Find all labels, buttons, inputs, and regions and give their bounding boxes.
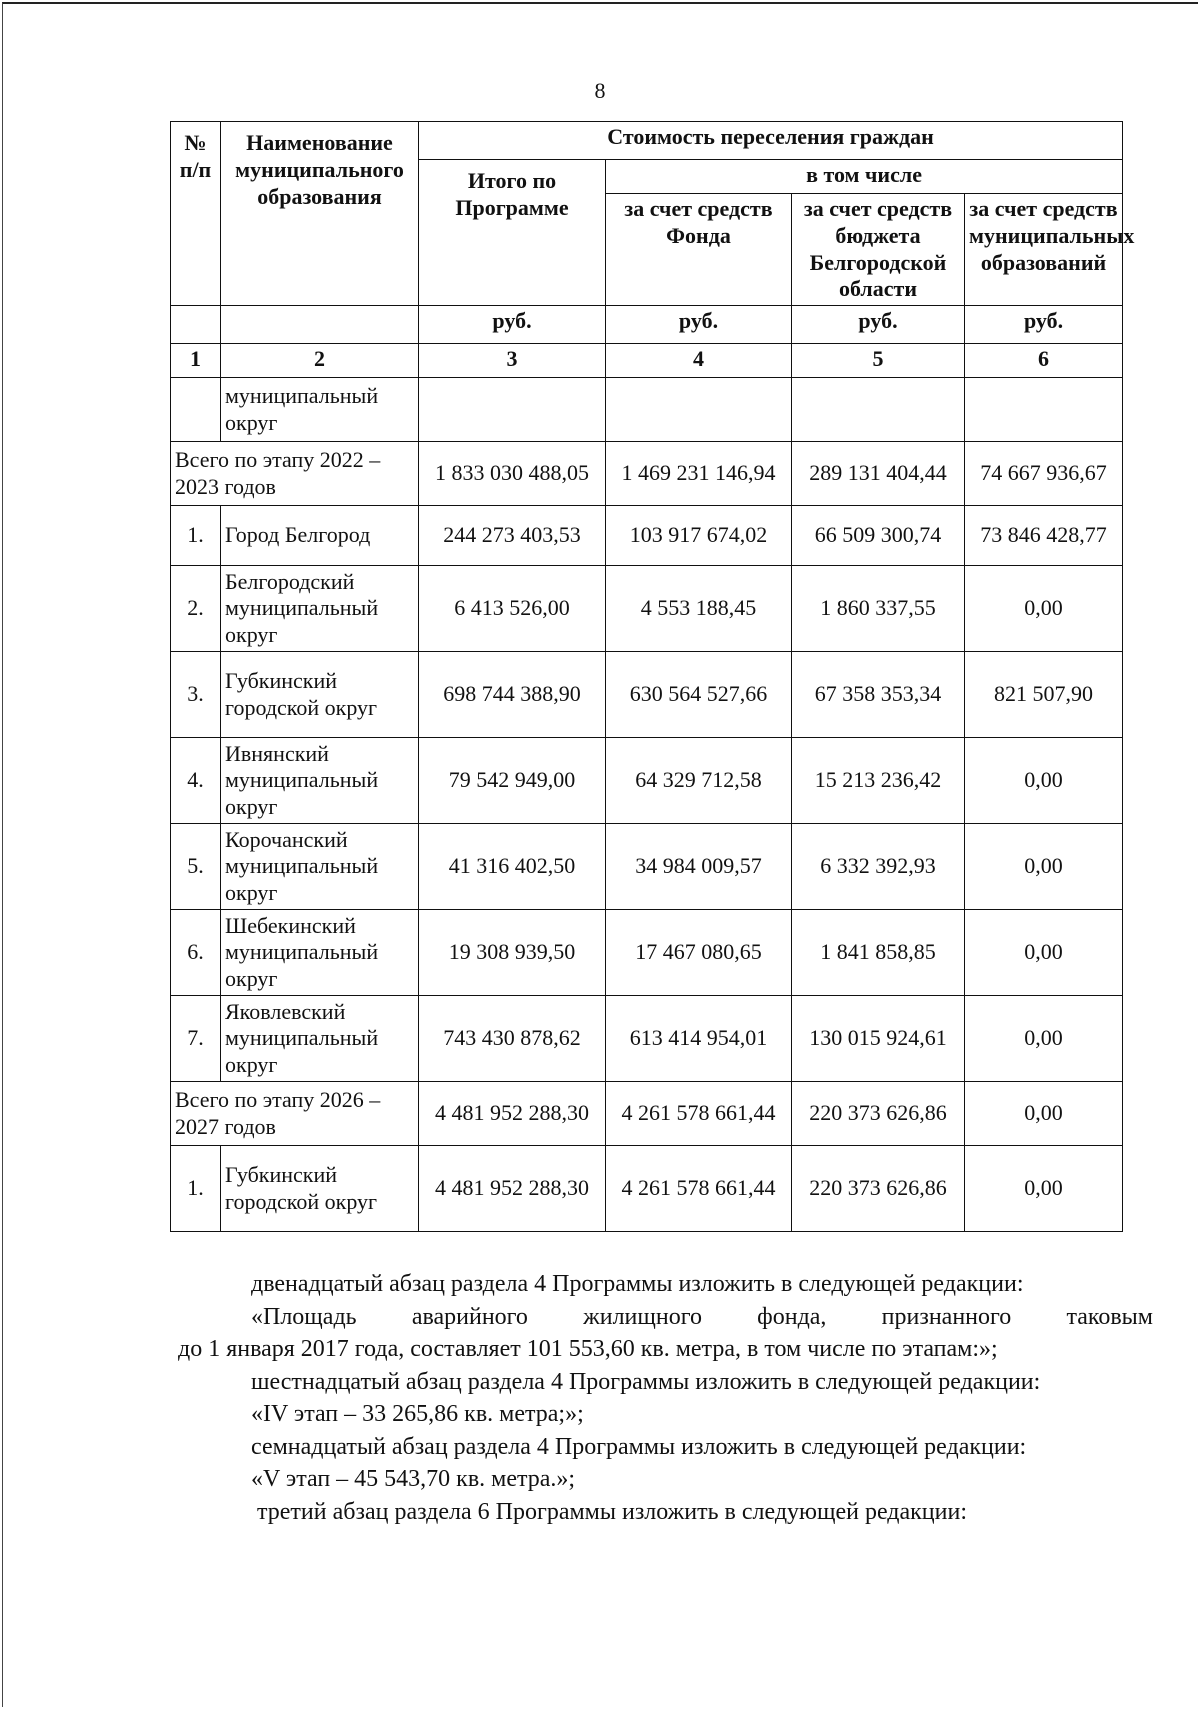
stage-total: 1 833 030 488,05 bbox=[419, 442, 606, 506]
municipality-name: Губкинский городской округ bbox=[221, 652, 419, 738]
row-number: 4. bbox=[171, 738, 221, 824]
municipality-name: Шебекинский муниципальный округ bbox=[221, 910, 419, 996]
row-fund: 64 329 712,58 bbox=[606, 738, 792, 824]
header-total: Итого по Программе bbox=[419, 160, 606, 306]
stage-total-row bbox=[171, 442, 1123, 506]
row-regional: 1 860 337,55 bbox=[792, 566, 965, 652]
paragraph: «IV этап – 33 265,86 кв. метра;»; bbox=[251, 1401, 584, 1427]
paragraph: «V этап – 45 543,70 кв. метра.»; bbox=[251, 1466, 576, 1492]
row-total: 4 481 952 288,30 bbox=[419, 1146, 606, 1232]
row-total: 698 744 388,90 bbox=[419, 652, 606, 738]
row-number: 1. bbox=[171, 506, 221, 566]
row-number: 3. bbox=[171, 652, 221, 738]
continuation-row bbox=[171, 378, 1123, 442]
row-regional: 6 332 392,93 bbox=[792, 824, 965, 910]
unit-regional: руб. bbox=[792, 306, 965, 344]
unit-fund: руб. bbox=[606, 306, 792, 344]
table-row bbox=[171, 910, 1123, 996]
column-number: 4 bbox=[606, 344, 792, 378]
row-total: 41 316 402,50 bbox=[419, 824, 606, 910]
header-fund: за счет средств Фонда bbox=[606, 194, 792, 306]
stage-fund: 4 261 578 661,44 bbox=[606, 1082, 792, 1146]
row-fund: 613 414 954,01 bbox=[606, 996, 792, 1082]
stage-fund: 1 469 231 146,94 bbox=[606, 442, 792, 506]
stage-total-row bbox=[171, 1082, 1123, 1146]
paragraph: «Площадь аварийного жилищного фонда, признанного таковым bbox=[251, 1303, 1153, 1330]
row-fund: 630 564 527,66 bbox=[606, 652, 792, 738]
row-fund: 103 917 674,02 bbox=[606, 506, 792, 566]
row-municipal: 821 507,90 bbox=[965, 652, 1123, 738]
row-municipal: 0,00 bbox=[965, 738, 1123, 824]
paragraph: до 1 января 2017 года, составляет 101 553,60 кв. метра, в том числе по этапам:»; bbox=[178, 1336, 998, 1362]
row-total: 6 413 526,00 bbox=[419, 566, 606, 652]
municipality-name: Корочанский муниципальный округ bbox=[221, 824, 419, 910]
column-number: 6 bbox=[965, 344, 1123, 378]
header-regional: за счет средств бюджета Белгородской области bbox=[792, 194, 965, 306]
paragraph: шестнадцатый абзац раздела 4 Программы изложить в следующей редакции: bbox=[251, 1368, 1041, 1395]
row-total: 244 273 403,53 bbox=[419, 506, 606, 566]
table-row bbox=[171, 506, 1123, 566]
row-municipal: 73 846 428,77 bbox=[965, 506, 1123, 566]
stage-total: 4 481 952 288,30 bbox=[419, 1082, 606, 1146]
row-fund: 4 553 188,45 bbox=[606, 566, 792, 652]
stage-municipal: 74 667 936,67 bbox=[965, 442, 1123, 506]
row-regional: 15 213 236,42 bbox=[792, 738, 965, 824]
header-name: Наименование муниципального образования bbox=[221, 122, 419, 306]
column-number: 5 bbox=[792, 344, 965, 378]
unit-total: руб. bbox=[419, 306, 606, 344]
resettlement-cost-table bbox=[170, 121, 1135, 1232]
row-fund: 17 467 080,65 bbox=[606, 910, 792, 996]
table-row bbox=[171, 738, 1123, 824]
row-regional: 1 841 858,85 bbox=[792, 910, 965, 996]
paragraph: третий абзац раздела 6 Программы изложить в следующей редакции: bbox=[257, 1498, 968, 1525]
row-total: 743 430 878,62 bbox=[419, 996, 606, 1082]
table-row bbox=[171, 652, 1123, 738]
stage-regional: 289 131 404,44 bbox=[792, 442, 965, 506]
row-municipal: 0,00 bbox=[965, 1146, 1123, 1232]
unit-municipal: руб. bbox=[965, 306, 1123, 344]
column-number: 2 bbox=[221, 344, 419, 378]
paragraph: семнадцатый абзац раздела 4 Программы изложить в следующей редакции: bbox=[251, 1433, 1027, 1460]
table-row bbox=[171, 824, 1123, 910]
continuation-name: муниципальный округ bbox=[221, 378, 419, 442]
row-fund: 4 261 578 661,44 bbox=[606, 1146, 792, 1232]
stage-label: Всего по этапу 2022 – 2023 годов bbox=[171, 442, 419, 506]
municipality-name: Яковлевский муниципальный округ bbox=[221, 996, 419, 1082]
row-number: 1. bbox=[171, 1146, 221, 1232]
stage-municipal: 0,00 bbox=[965, 1082, 1123, 1146]
header-cost: Стоимость переселения граждан bbox=[419, 122, 1123, 160]
table-row bbox=[171, 566, 1123, 652]
row-total: 79 542 949,00 bbox=[419, 738, 606, 824]
municipality-name: Губкинский городской округ bbox=[221, 1146, 419, 1232]
row-regional: 220 373 626,86 bbox=[792, 1146, 965, 1232]
column-number: 1 bbox=[171, 344, 221, 378]
row-municipal: 0,00 bbox=[965, 910, 1123, 996]
row-regional: 66 509 300,74 bbox=[792, 506, 965, 566]
row-number: 5. bbox=[171, 824, 221, 910]
table-row bbox=[171, 996, 1123, 1082]
row-fund: 34 984 009,57 bbox=[606, 824, 792, 910]
row-number: 7. bbox=[171, 996, 221, 1082]
row-regional: 130 015 924,61 bbox=[792, 996, 965, 1082]
row-number: 6. bbox=[171, 910, 221, 996]
paragraph: двенадцатый абзац раздела 4 Программы изложить в следующей редакции: bbox=[251, 1271, 1024, 1297]
row-number: 2. bbox=[171, 566, 221, 652]
row-total: 19 308 939,50 bbox=[419, 910, 606, 996]
table-row bbox=[171, 1146, 1123, 1232]
stage-label: Всего по этапу 2026 – 2027 годов bbox=[171, 1082, 419, 1146]
row-municipal: 0,00 bbox=[965, 996, 1123, 1082]
column-number: 3 bbox=[419, 344, 606, 378]
column-numbers-row bbox=[171, 344, 1123, 378]
municipality-name: Ивнянский муниципальный округ bbox=[221, 738, 419, 824]
row-regional: 67 358 353,34 bbox=[792, 652, 965, 738]
header-including: в том числе bbox=[606, 160, 1123, 194]
row-municipal: 0,00 bbox=[965, 824, 1123, 910]
amendment-text bbox=[178, 1268, 1153, 1528]
page-number: 8 bbox=[594, 78, 606, 103]
stage-regional: 220 373 626,86 bbox=[792, 1082, 965, 1146]
row-municipal: 0,00 bbox=[965, 566, 1123, 652]
municipality-name: Город Белгород bbox=[221, 506, 419, 566]
header-no: № п/п bbox=[171, 122, 221, 306]
header-municipal: за счет средств муниципальных образований bbox=[965, 194, 1123, 306]
municipality-name: Белгородский муниципальный округ bbox=[221, 566, 419, 652]
